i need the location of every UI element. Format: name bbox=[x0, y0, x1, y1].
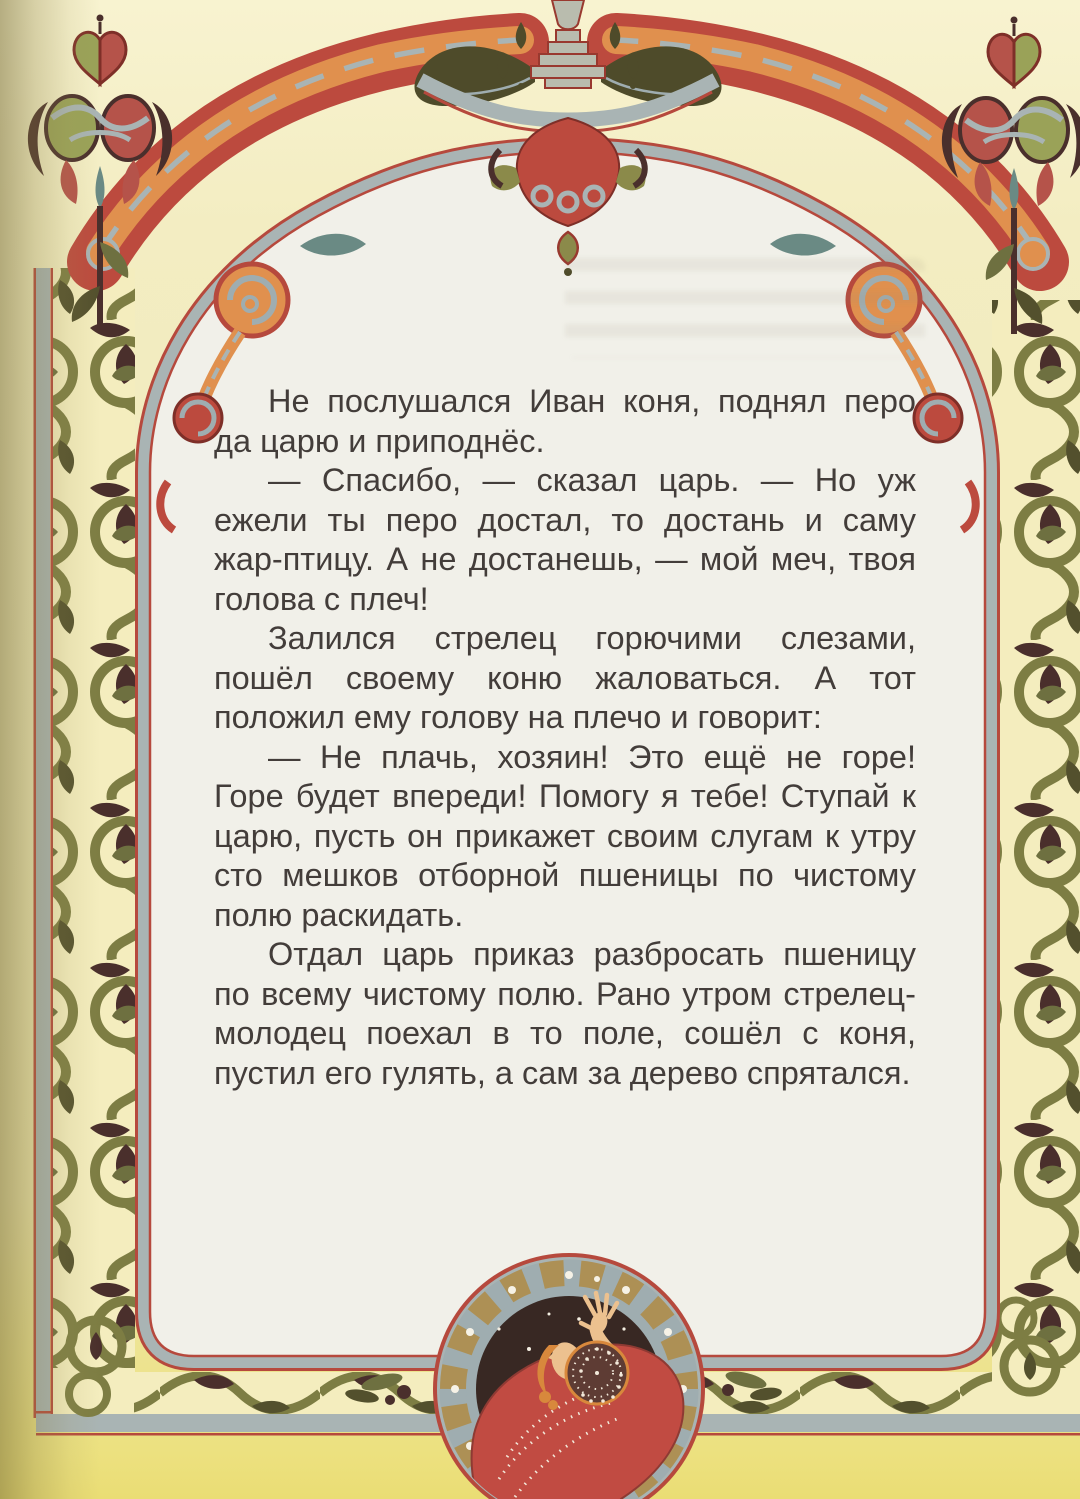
story-paragraph: Отдал царь приказ разбросать пшеницу по всему чистому полю. Рано утром стрелец-молодец поехал в то поле, сошёл с коня, пустил его гулять, а сам за дерево спрятался. bbox=[214, 936, 916, 1091]
outer-stripe-left bbox=[34, 268, 54, 1418]
page-show-through bbox=[565, 258, 925, 358]
pearl-headdress bbox=[566, 1342, 628, 1404]
story-paragraph: Залился стрелец горючими слезами, пошёл своему коню жаловаться. А тот положил ему голову на плечо и говорит: bbox=[214, 620, 916, 735]
vine-border-right bbox=[992, 300, 1080, 1374]
story-text bbox=[214, 382, 916, 1093]
story-paragraph: — Не плачь, хозяин! Это ещё не горе! Горе будет впереди! Помогу я тебе! Ступай к царю, пусть он прикажет своим слугам к утру сто мешков отборной пшеницы по чистому полю раскидать. bbox=[214, 738, 916, 933]
story-paragraph: — Спасибо, — сказал царь. — Но уж ежели ты перо достал, то достань и саму жар-птицу. А не достанешь, — мой меч, твоя голова с плеч! bbox=[214, 462, 916, 617]
vine-border-left bbox=[53, 268, 135, 1374]
story-paragraph: Не послушался Иван коня, поднял перо да царю и приподнёс. bbox=[214, 383, 916, 459]
